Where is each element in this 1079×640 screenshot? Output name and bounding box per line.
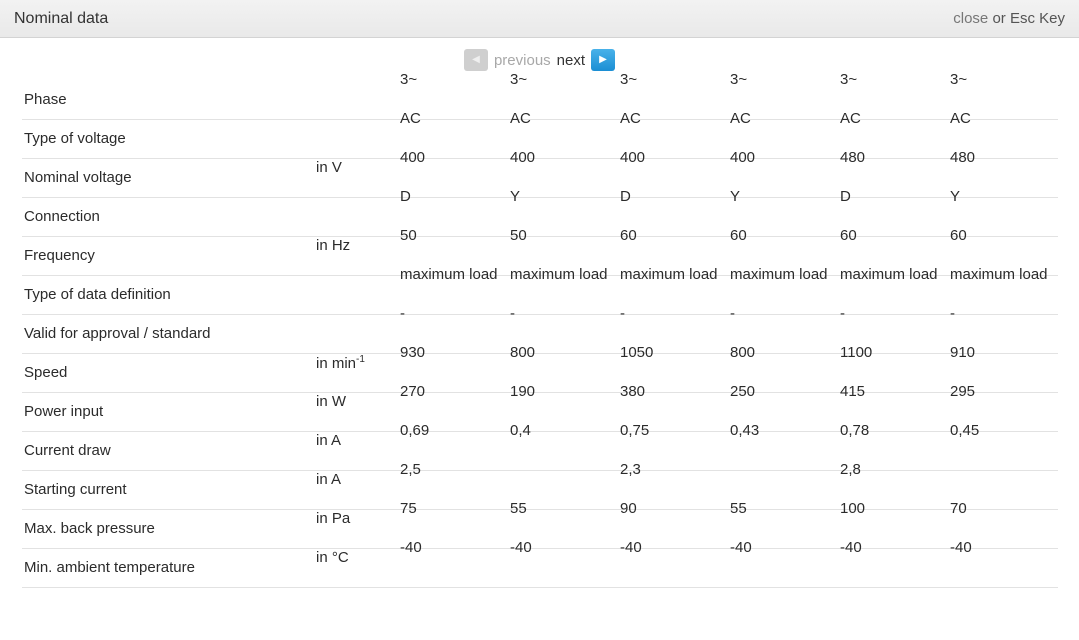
row-value-text: 190 [510, 383, 536, 400]
row-value-text: 0,75 [620, 422, 650, 439]
row-unit [314, 119, 398, 158]
row-value-text: 2,5 [400, 461, 421, 478]
row-value-text: - [950, 305, 955, 322]
row-value-text: 0,4 [510, 422, 531, 439]
row-value [618, 539, 728, 587]
row-unit [314, 314, 398, 353]
row-value [508, 539, 618, 587]
row-label: Power input [22, 392, 314, 431]
dialog-titlebar [0, 0, 1079, 38]
row-value-text: 3~ [510, 70, 528, 88]
next-arrow-icon[interactable]: ▶ [591, 49, 615, 71]
row-value-text: 0,78 [840, 422, 870, 439]
row-value-text: 1100 [840, 344, 873, 361]
row-value-text: 75 [400, 500, 417, 517]
row-value-text: maximum load [840, 266, 938, 283]
row-value-text: 380 [620, 383, 646, 400]
next-button[interactable]: next [556, 51, 586, 69]
row-label: Connection [22, 197, 314, 236]
row-value-text: 480 [840, 149, 866, 166]
row-value-text: 910 [950, 344, 976, 361]
row-value-text: maximum load [400, 266, 498, 283]
row-label: Valid for approval / standard [22, 314, 314, 353]
row-value-text: 55 [510, 500, 527, 517]
row-value-text: 3~ [620, 70, 638, 88]
row-value-text: D [840, 188, 851, 205]
row-value-text: -40 [620, 539, 642, 556]
close-or-label: or [988, 10, 1010, 27]
row-value-text: -40 [510, 539, 532, 556]
row-value-text: 400 [400, 149, 426, 166]
close-button[interactable]: close [953, 10, 989, 27]
row-unit-text: in °C [316, 549, 349, 566]
row-value-text: 55 [730, 500, 747, 517]
row-value-text: maximum load [950, 266, 1048, 283]
row-value-text: 295 [950, 383, 976, 400]
row-value [948, 422, 1058, 470]
row-value [508, 422, 618, 470]
row-value-text: maximum load [510, 266, 608, 283]
row-unit-text: in A [316, 471, 342, 488]
row-value-text: AC [840, 110, 861, 127]
row-label: Max. back pressure [22, 509, 314, 548]
row-value-text: 90 [620, 500, 637, 517]
row-value-text: 930 [400, 344, 426, 361]
row-label: Type of data definition [22, 275, 314, 314]
row-value-text: - [400, 305, 405, 322]
row-value-text: - [510, 305, 515, 322]
row-label: Phase [22, 80, 314, 119]
row-value-text: 400 [620, 149, 646, 166]
row-value-text: 2,8 [840, 461, 861, 478]
row-value-text: 60 [730, 227, 747, 244]
row-value-text: - [840, 305, 845, 322]
row-unit-text: in V [316, 159, 342, 176]
row-unit [314, 392, 398, 431]
row-value-text: 1050 [620, 344, 654, 361]
row-value [728, 539, 838, 587]
row-value-text: 3~ [950, 70, 968, 88]
nominal-data-table-wrapper [0, 70, 1079, 588]
row-value-text: maximum load [730, 266, 828, 283]
row-value-text: 480 [950, 149, 976, 166]
row-value-text: 60 [620, 227, 637, 244]
row-unit-text: in $\min^{-1}$ [316, 353, 365, 372]
previous-label: previous [493, 51, 551, 69]
row-value-text: - [730, 305, 735, 322]
row-value [728, 422, 838, 470]
row-value-text: 2,3 [620, 461, 641, 478]
previous-arrow-icon: ◀ [464, 49, 488, 71]
row-label: Min. ambient temperature [22, 548, 314, 587]
row-value-text: 70 [950, 500, 967, 517]
row-value-text: 50 [510, 227, 527, 244]
row-value-text: D [620, 188, 631, 205]
row-value-text: AC [400, 110, 421, 127]
row-value-text: 0,45 [950, 422, 980, 439]
row-value-text: 0,43 [730, 422, 760, 439]
row-value-text: 400 [730, 149, 756, 166]
row-value-text: Y [950, 188, 961, 205]
row-value-text: AC [510, 110, 531, 127]
row-label: Starting current [22, 470, 314, 509]
row-unit [314, 275, 398, 314]
row-unit-text: in W [316, 393, 346, 410]
row-unit-text: in A [316, 432, 342, 449]
row-value-text: -40 [840, 539, 862, 556]
row-value [948, 539, 1058, 587]
row-label: Current draw [22, 431, 314, 470]
row-unit [314, 80, 398, 119]
row-value-text: 50 [400, 227, 417, 244]
row-label: Type of voltage [22, 119, 314, 158]
row-value-text: AC [620, 110, 641, 127]
row-unit-text: in Pa [316, 510, 351, 527]
row-value-text: 400 [510, 149, 536, 166]
row-value-text: 250 [730, 383, 756, 400]
row-unit [314, 158, 398, 197]
row-value-text: 3~ [840, 70, 858, 88]
row-value [838, 539, 948, 587]
row-label: Speed [22, 353, 314, 392]
row-unit [314, 509, 398, 548]
row-value-text: AC [730, 110, 751, 127]
row-value-text: Y [730, 188, 741, 205]
row-value-text: D [400, 188, 411, 205]
row-unit [314, 353, 398, 392]
row-value-text: 415 [840, 383, 866, 400]
row-value-text: 0,69 [400, 422, 430, 439]
row-unit-exponent: -1 [356, 353, 365, 365]
row-value-text: AC [950, 110, 971, 127]
row-value-text: 3~ [730, 70, 748, 88]
table-row [22, 548, 1058, 587]
row-value-text: 100 [840, 500, 866, 517]
nominal-data-table [22, 70, 1058, 588]
row-value [398, 539, 508, 587]
page-title: Nominal data [14, 9, 109, 27]
row-unit [314, 470, 398, 509]
row-value-text: 60 [840, 227, 857, 244]
row-value-text: 60 [950, 227, 967, 244]
row-label: Nominal voltage [22, 158, 314, 197]
row-value-text: -40 [730, 539, 752, 556]
esc-key-label: Esc Key [1009, 10, 1065, 27]
row-value-text: 3~ [400, 70, 418, 88]
row-value-text: Y [510, 188, 521, 205]
row-unit [314, 236, 398, 275]
row-value-text: 270 [400, 383, 426, 400]
row-value-text: - [620, 305, 625, 322]
row-value-text: maximum load [620, 266, 718, 283]
close-hint [953, 10, 1065, 27]
row-value-text: 800 [730, 344, 756, 361]
row-value-text: 800 [510, 344, 536, 361]
row-unit [314, 431, 398, 470]
row-value-text: -40 [400, 539, 422, 556]
row-label: Frequency [22, 236, 314, 275]
row-unit [314, 548, 398, 587]
row-unit-text: in Hz [316, 237, 351, 254]
row-value-text: -40 [950, 539, 972, 556]
row-unit [314, 197, 398, 236]
